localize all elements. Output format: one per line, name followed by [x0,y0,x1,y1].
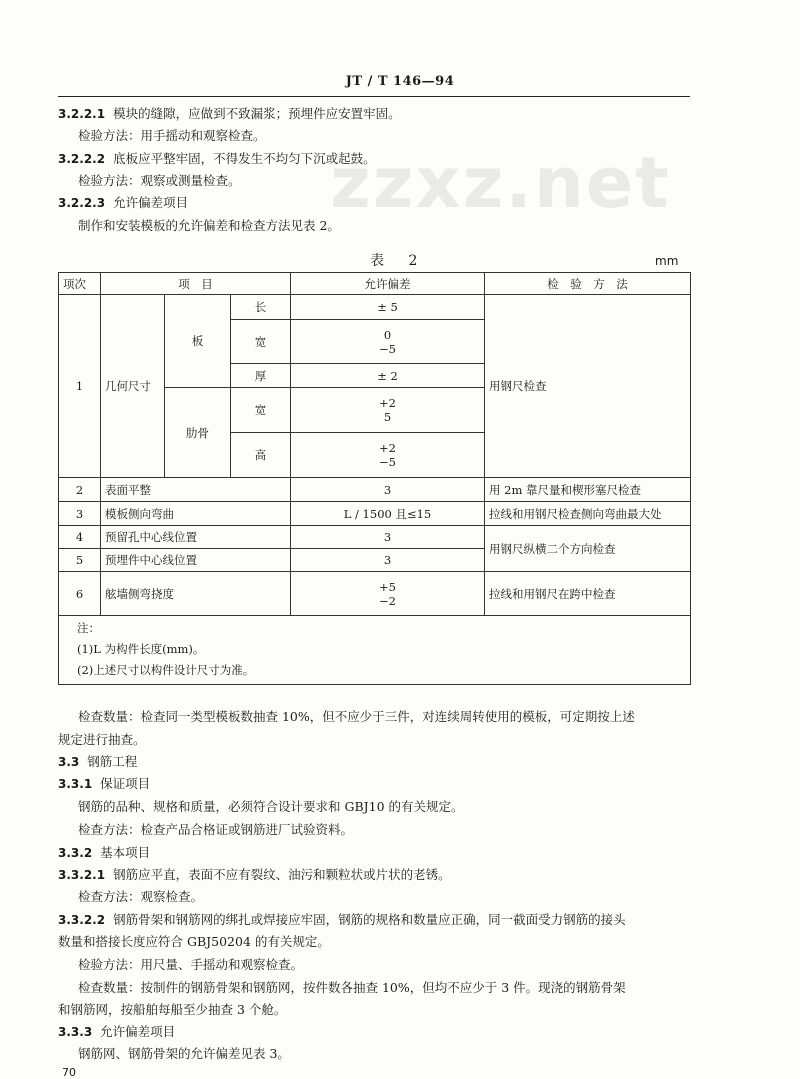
clause-text: 允许偏差项目 [100,1024,176,1039]
table-row [59,526,691,549]
clause-text: 模块的缝隙，应做到不致漏浆；预埋件应安置牢固。 [113,106,401,121]
row-method: 用钢尺纵横二个方向检查 [485,526,691,572]
clause-number: 3.3 [58,755,80,769]
table-row [59,502,691,526]
clause-number: 3.3.1 [58,777,93,791]
page-number: 70 [62,1066,76,1079]
row-no: 4 [59,526,101,549]
note-line: (1)L 为构件长度(mm)。 [77,642,205,656]
clause-text-line: 检验方法：观察或测量检查。 [78,173,241,188]
tolerance-value: L / 1500 且≤15 [291,502,485,526]
clause-text: 保证项目 [100,776,151,791]
clause-text: 基本项目 [100,845,151,860]
group-board: 板 [165,295,231,388]
paragraph-line: 钢筋网、钢筋骨架的允许偏差见表 3。 [78,1046,290,1061]
tolerance-value: 3 [291,549,485,572]
paragraph-line: 钢筋的品种、规格和质量，必须符合设计要求和 GBJ10 的有关规定。 [78,799,464,814]
tolerance-value [291,572,485,616]
tolerance-lower: −5 [379,341,396,356]
row-no: 5 [59,549,101,572]
tolerance-value: 3 [291,526,485,549]
tolerance-value [291,388,485,433]
clause-number: 3.3.3 [58,1025,93,1039]
note-line: (2)上述尺寸以构件设计尺寸为准。 [77,663,255,677]
row-item: 预埋件中心线位置 [101,549,291,572]
sub-rib-height: 高 [231,433,291,478]
tolerance-value: ± 5 [291,295,485,320]
clause-number: 3.3.2 [58,846,93,860]
clause-text: 允许偏差项目 [113,195,189,210]
row-method: 拉线和用钢尺检查侧向弯曲最大处 [485,502,691,526]
clause-3-2-2-3 [58,195,188,211]
clause-text: 底板应平整牢固，不得发生不均匀下沉或起鼓。 [113,151,376,166]
tolerance-lower: −5 [379,455,396,469]
paragraph-line: 规定进行抽查。 [58,732,146,747]
row-method: 用 2m 靠尺量和楔形塞尺检查 [485,478,691,502]
header-tolerance: 允许偏差 [291,273,485,295]
tolerance-value: ± 2 [291,364,485,388]
clause-text: 钢筋骨架和钢筋网的绑扎或焊接应牢固，钢筋的规格和数量应正确，同一截面受力钢筋的接头 [113,912,626,927]
tolerance-lower: 5 [383,410,392,424]
clause-number: 3.2.2.1 [58,107,106,121]
tolerance-upper: 0 [383,327,392,342]
header-rule [58,96,690,97]
row-no: 2 [59,478,101,502]
tolerance-upper: +2 [379,441,396,455]
section-3-3 [58,754,137,770]
clause-3-2-2-2 [58,151,376,167]
table-notes-row [59,616,691,685]
table-row [59,478,691,502]
row-item: 预留孔中心线位置 [101,526,291,549]
table-row [59,572,691,616]
paragraph-line: 检查数量：检查同一类型模板数抽查 10%，但不应少于三件，对连续周转使用的模板，可定期按上述 [78,709,635,724]
tolerance-value: 3 [291,478,485,502]
table-notes [59,616,691,685]
table-title: 表 2 [370,253,428,269]
tolerance-upper: +2 [379,396,396,410]
paragraph-line: 数量和搭接长度应符合 GBJ50204 的有关规定。 [58,934,330,949]
header-no: 项次 [59,273,101,295]
clause-number: 3.3.2.2 [58,913,106,927]
note-line: 注： [77,621,100,635]
row-item: 几何尺寸 [101,295,165,478]
clause-number: 3.2.2.3 [58,196,106,210]
clause-number: 3.3.2.1 [58,868,106,882]
table-row [59,295,691,320]
tolerance-value [291,433,485,478]
paragraph-line: 检验方法：用尺量、手摇动和观察检查。 [78,957,304,972]
sub-length: 长 [231,295,291,320]
paragraph-line: 检查方法：检查产品合格证或钢筋进厂试验资料。 [78,822,354,837]
clause-3-3-3 [58,1024,175,1040]
row-method: 用钢尺检查 [485,295,691,478]
clause-number: 3.2.2.2 [58,152,106,166]
clause-text: 钢筋工程 [87,754,138,769]
page-header: JT / T 146—94 [345,74,455,89]
tolerance-lower: −2 [379,593,396,608]
row-item: 模板侧向弯曲 [101,502,291,526]
header-method: 检 验 方 法 [485,273,691,295]
clause-3-3-2-2 [58,912,626,928]
row-method: 拉线和用钢尺在跨中检查 [485,572,691,616]
sub-rib-width: 宽 [231,388,291,433]
tolerance-upper: +5 [379,579,396,594]
clause-3-3-1 [58,776,150,792]
paragraph-line: 检查数量：按制件的钢筋骨架和钢筋网，按件数各抽查 10%，但均不应少于 3 件。现浇的钢筋骨架 [78,980,626,995]
paragraph-line: 和钢筋网，按船舶每船至少抽查 3 个舱。 [58,1002,287,1017]
tolerance-value [291,320,485,364]
paragraph-line: 检查方法：观察检查。 [78,889,204,904]
tolerance-table [58,272,691,685]
row-item: 表面平整 [101,478,291,502]
sub-thickness: 厚 [231,364,291,388]
clause-3-3-2 [58,845,150,861]
row-item: 舷墙侧弯挠度 [101,572,291,616]
sub-width: 宽 [231,320,291,364]
table-header-row [59,273,691,295]
clause-3-2-2-1 [58,106,401,122]
clause-text-line: 检验方法：用手摇动和观察检查。 [78,128,266,143]
group-rib: 肋骨 [165,388,231,478]
row-no: 1 [59,295,101,478]
header-item: 项 目 [101,273,291,295]
watermark: zzxz.net [330,142,671,224]
row-no: 6 [59,572,101,616]
clause-text: 钢筋应平直，表面不应有裂纹、油污和颗粒状或片状的老锈。 [113,867,451,882]
row-no: 3 [59,502,101,526]
clause-3-3-2-1 [58,867,451,883]
clause-text-line: 制作和安装模板的允许偏差和检查方法见表 2。 [78,218,340,233]
table-unit: mm [655,254,679,268]
